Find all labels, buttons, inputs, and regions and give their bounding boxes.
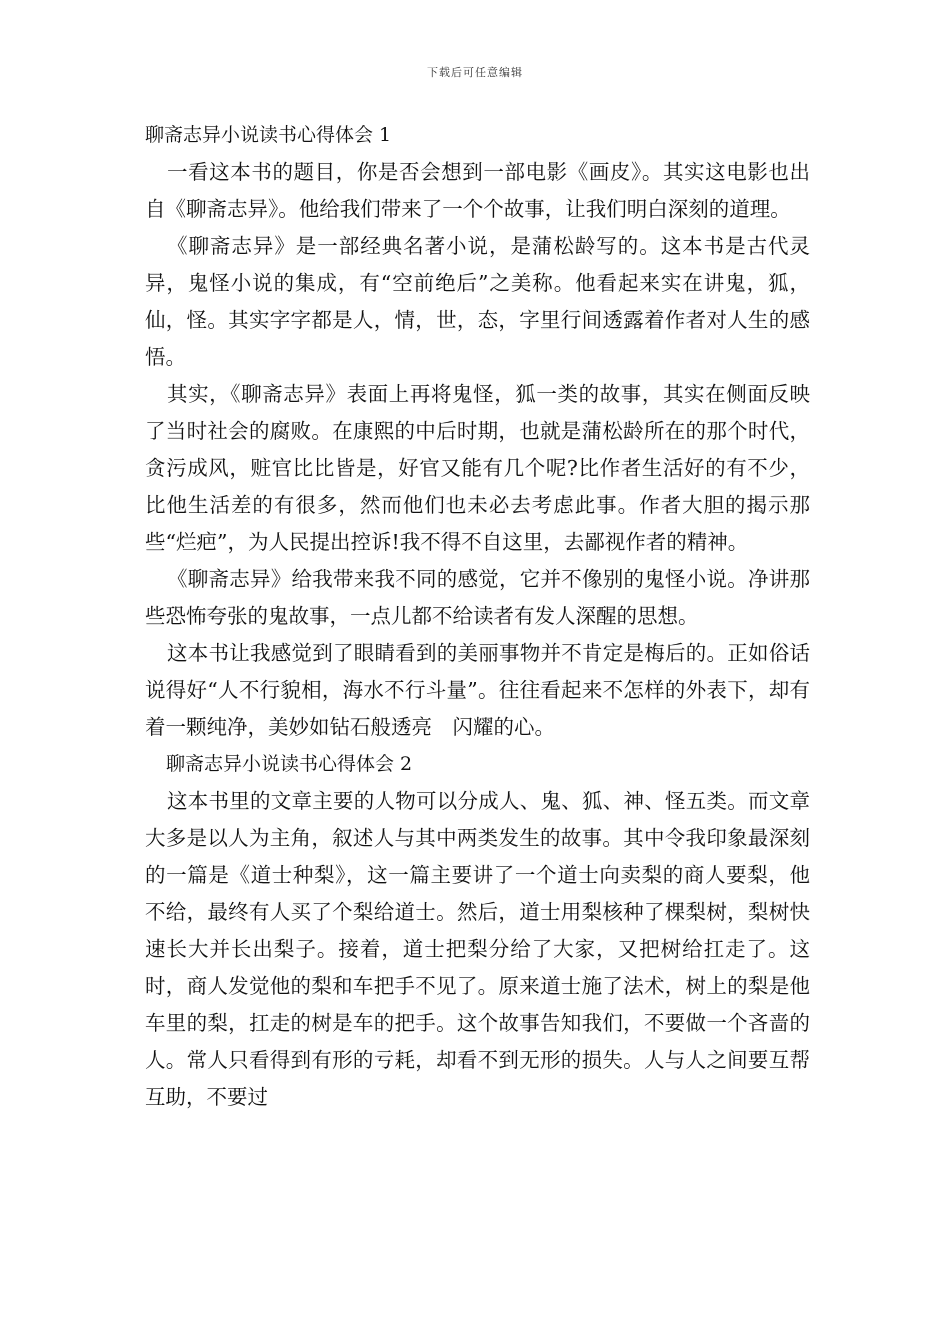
paragraph: 《聊斋志异》是一部经典名著小说，是蒲松龄写的。这本书是古代灵异，鬼怪小说的集成，有“空前绝后”之美称。他看起来实在讲鬼，狐，仙，怪。其实字字都是人，情，世，态，字里行间透露着作者对人生的感悟。 (145, 234, 810, 369)
paragraph: 一看这本书的题目，你是否会想到一部电影《画皮》。其实这电影也出自《聊斋志异》。他给我们带来了一个个故事，让我们明白深刻的道理。 (145, 160, 810, 221)
section-title-1: 聊斋志异小说读书心得体会 1 (145, 124, 392, 146)
paragraph: 其实，《聊斋志异》表面上再将鬼怪，狐一类的故事，其实在侧面反映了当时社会的腐败。在康熙的中后时期，也就是蒲松龄所在的那个时代，贪污成风，赃官比比皆是，好官又能有几个呢?比作者生活好的有不少，比他生活差的有很多，然而他们也未必去考虑此事。作者大胆的揭示那些“烂疤”，为人民提出控诉!我不得不自这里，去鄙视作者的精神。 (145, 382, 810, 554)
paragraph: 这本书让我感觉到了眼睛看到的美丽事物并不肯定是梅后的。正如俗话说得好“人不行貌相，海水不行斗量”。往往看起来不怎样的外表下，却有着一颗纯净，美妙如钻石般透亮 闪耀的心。 (145, 641, 810, 739)
paragraph: 这本书里的文章主要的人物可以分成人、鬼、狐、神、怪五类。而文章大多是以人为主角，叙述人与其中两类发生的故事。其中令我印象最深刻的一篇是《道士种梨》，这一篇主要讲了一个道士向卖梨的商人要梨，他不给，最终有人买了个梨给道士。然后，道士用梨核种了棵梨树，梨树快速长大并长出梨子。接着，道士把梨分给了大家，又把树给扛走了。这时，商人发觉他的梨和车把手不见了。原来道士施了法术，树上的梨是他车里的梨，扛走的树是车的把手。这个故事告知我们，不要做一个吝啬的人。常人只看得到有形的亏耗，却看不到无形的损失。人与人之间要互帮互助，不要过 (145, 789, 810, 1109)
paragraph: 《聊斋志异》给我带来我不同的感觉，它并不像别的鬼怪小说。净讲那些恐怖夸张的鬼故事，一点儿都不给读者有发人深醒的思想。 (145, 567, 810, 628)
document-body (145, 117, 810, 1116)
section-title-2: 聊斋志异小说读书心得体会 2 (166, 753, 413, 775)
header-note: 下载后可任意编辑 (427, 66, 523, 79)
